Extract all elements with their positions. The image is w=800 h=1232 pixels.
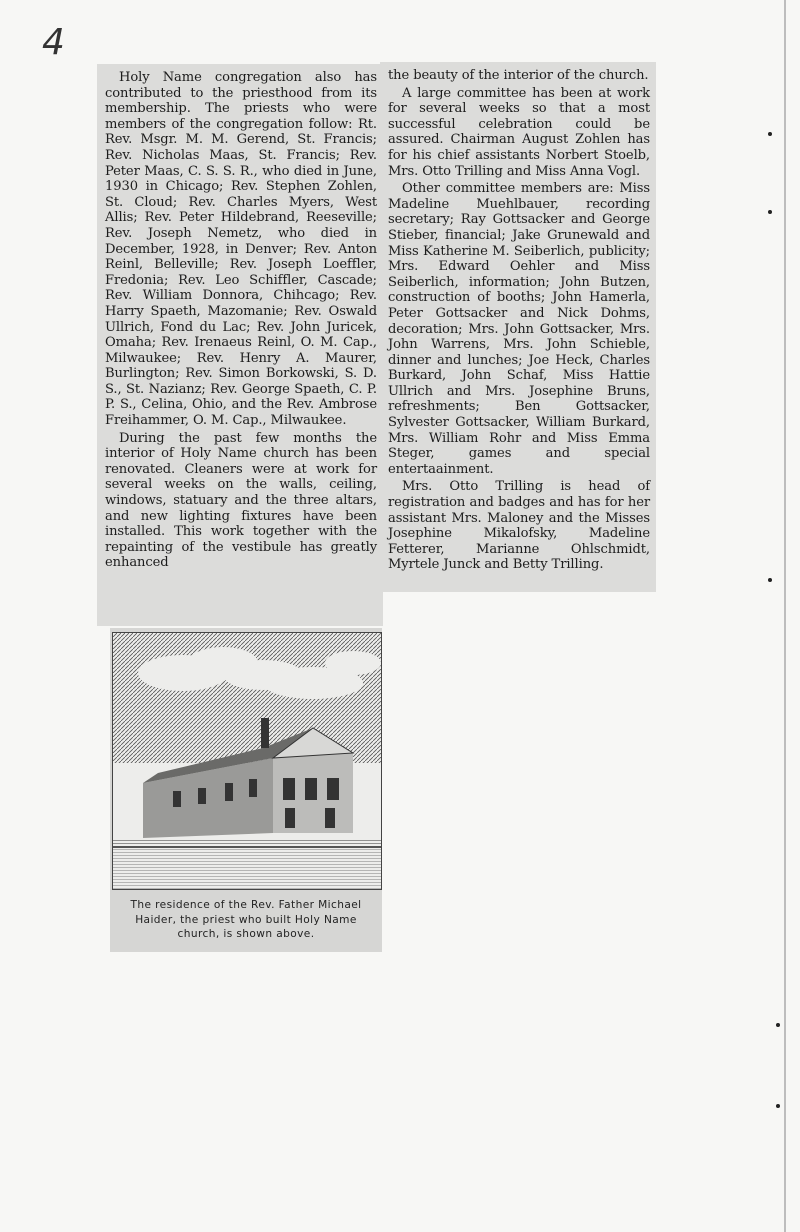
margin-dot [768,578,772,582]
residence-photo [112,632,382,890]
paragraph-registration: Mrs. Otto Trilling is head of registration and badges and has for her assistant Mrs. Maloney and the Misses Josephine Mikalofsky, Madeline Fetterer, Marianne Ohlschmidt, Myrtele Junck and Betty Trilling. [388,479,650,573]
margin-dot [768,132,772,136]
photo-clipping [110,628,382,952]
margin-dot [776,1023,780,1027]
photo-caption: The residence of the Rev. Father Michael Haider, the priest who built Holy Name church, is shown above. [130,899,362,941]
margin-dot [776,1104,780,1108]
paragraph-continuation: the beauty of the interior of the church. [388,68,649,83]
article-column-left [97,64,383,626]
article-text-left [105,70,377,571]
margin-dot [768,210,772,214]
page-number: 4 [42,22,65,63]
page-edge [784,0,786,1232]
paragraph-renovation: During the past few months the interior of Holy Name church has been renovated. Cleaners were at work for several weeks on the walls, ceiling, windows, statuary and the three altars, and new lighting fixtures have been installed. This work together with the repainting of the vestibule has greatly enhanced [105,430,377,571]
paragraph-committee: A large committee has been at work for several weeks so that a most successful celebration could be assured. Chairman August Zohlen has for his chief assistants Norbert Stoelb, Mrs. Otto Trilling and Miss Anna Vogl. [388,85,650,179]
article-column-right [380,62,656,592]
paragraph-committee-members: Other committee members are: Miss Madeline Muehlbauer, recording secretary; Ray Gottsacker and George Stieber, financial; Jake Grunewald and Miss Katherine M. Seiberlich, publicity; Mrs. Edward Oehler and Miss Seiberlich, information; John Butzen, construction of booths; John Hamerla, Peter Gottsacker and Nick Dohms, decoration; Mrs. John Gottsacker, Mrs. John Warrens, Mrs. John Schieble, dinner and lunches; Joe Heck, Charles Burkard, John Schaf, Miss Hattie Ullrich and Mrs. Josephine Bruns, refreshments; Ben Gottsacker, Sylvester Gottsacker, William Burkard, Mrs. William Rohr and Miss Emma Steger, games and special entertaainment. [388,181,650,477]
article-text-right [388,68,650,573]
paragraph-priests: Holy Name congregation also has contributed to the priesthood from its membership. The priests who were members of the congregation follow: Rt. Rev. Msgr. M. M. Gerend, St. Francis; Rev. Nicholas Maas, St. Francis; Rev. Peter Maas, C. S. S. R., who died in June, 1930 in Chicago; Rev. Stephen Zohlen, St. Cloud; Rev. Charles Myers, West Allis; Rev. Peter Hildebrand, Reeseville; Rev. Joseph Nemetz, who died in December, 1928, in Denver; Rev. Anton Reinl, Belleville; Rev. Joseph Loeffler, Fredonia; Rev. Leo Schiffler, Cascade; Rev. William Donnora, Chihcago; Rev. Harry Spaeth, Mazomanie; Rev. Oswald Ullrich, Fond du Lac; Rev. John Juricek, Omaha; Rev. Irenaeus Reinl, O. M. Cap., Milwaukee; Rev. Henry A. Maurer, Burlington; Rev. Simon Borkowski, S. D. S., St. Nazianz; Rev. George Spaeth, C. P. P. S., Celina, Ohio, and the Rev. Ambrose Freihammer, O. M. Cap., Milwaukee. [105,70,377,429]
